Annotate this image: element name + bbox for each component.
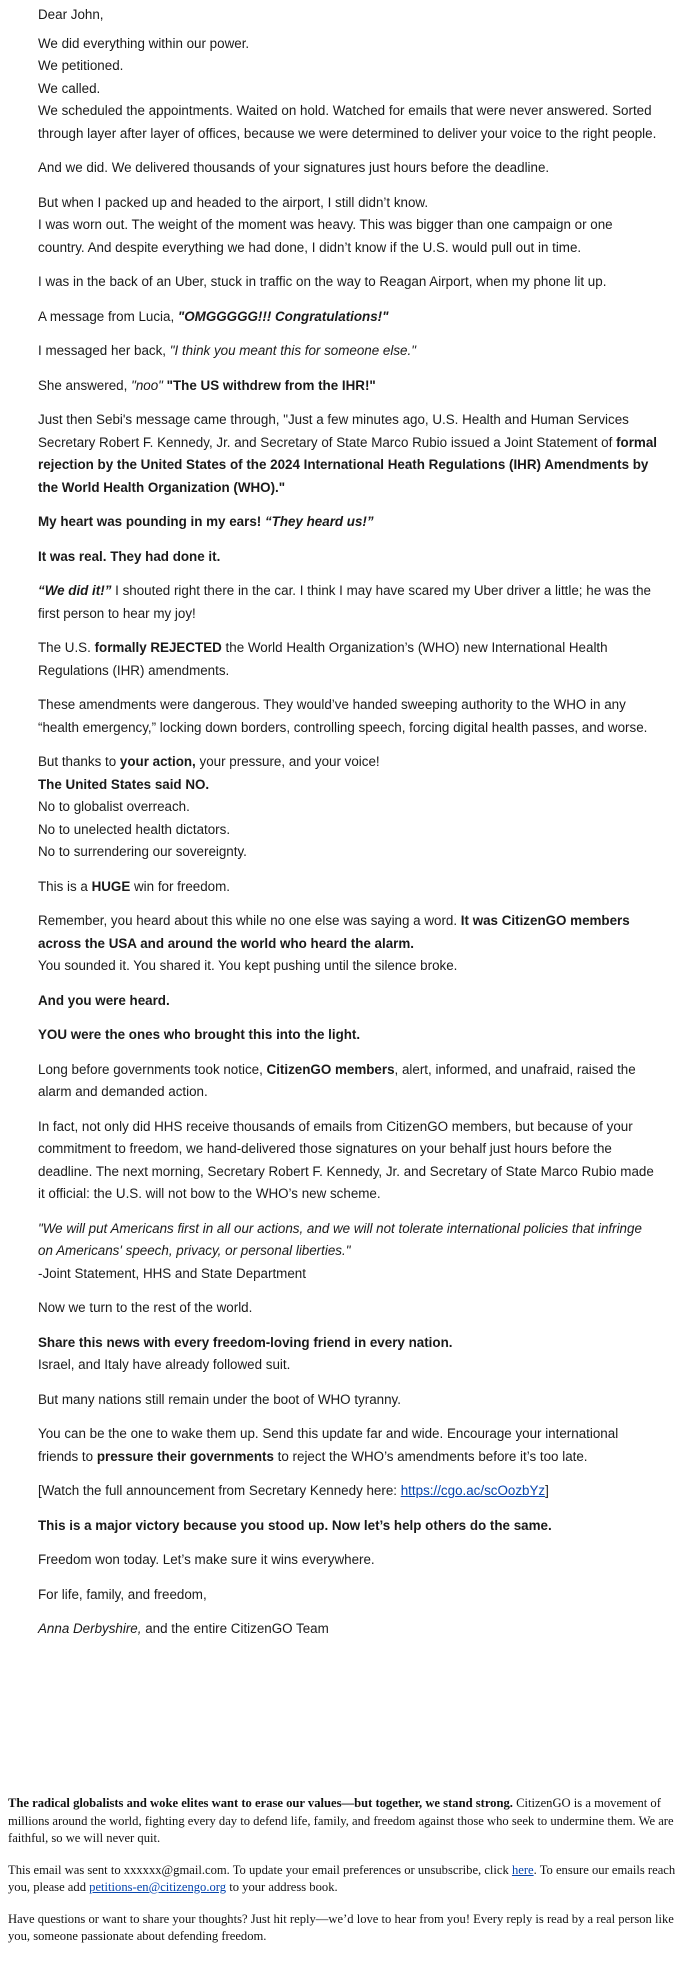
quote: "noo": [131, 377, 163, 393]
text: ]: [545, 1483, 549, 1498]
text: to reject the WHO’s amendments before it’s too late.: [273, 1448, 588, 1464]
text: She answered,: [38, 377, 132, 393]
bold-text: formal rejection by the United States of the 2024 International Heath Regulations (IHR) Amendments by the World Health Organization (WHO).": [38, 434, 658, 495]
paragraph: In fact, not only did HHS receive thousands of emails from CitizenGO members, but because of your commitment to freedom, we hand-delivered those signatures on your behalf just hours before the deadline. The next morning, Secretary Robert F. Kennedy, Jr. and Secretary of State Marco Rubio made it official: the U.S. will not bow to the WHO’s new scheme.: [38, 1118, 654, 1201]
text: This email was sent to xxxxxx@gmail.com. To update your email preferences or unsubscribe, click: [8, 1862, 512, 1877]
paragraph: [38, 511, 660, 534]
text: Long before governments took notice,: [38, 1061, 267, 1077]
text: This is a: [38, 878, 92, 894]
line: We called.: [38, 80, 101, 96]
announcement-link[interactable]: https://cgo.ac/scOozbYz: [400, 1483, 546, 1498]
text: CitizenGO is a movement of millions around the world, fighting every day to defend life, family, and freedom against those who seek to undermine them. We are faithful, so we will never quit.: [8, 1796, 674, 1845]
quote: "The US withdrew from the IHR!": [166, 377, 376, 393]
paragraph: Freedom won today. Let’s make sure it wins everywhere.: [38, 1552, 375, 1567]
text: . To ensure our emails reach you, please add: [8, 1862, 676, 1894]
text: win for freedom.: [130, 878, 231, 894]
paragraph: [38, 751, 660, 864]
footer-paragraph: [8, 1795, 692, 1848]
paragraph: [38, 1332, 660, 1377]
line: We did everything within our power.: [38, 35, 250, 51]
paragraph: Now we turn to the rest of the world.: [38, 1300, 253, 1315]
paragraph: [38, 637, 660, 682]
quote: "We will put Americans first in all our actions, and we will not tolerate international policies that infringe on Americans' speech, privacy, or personal liberties.": [38, 1220, 642, 1258]
paragraph: [38, 192, 660, 260]
text: I shouted right there in the car. I think I may have scared my Uber driver a little; he was the first person to hear my joy!: [38, 583, 652, 621]
bold-text: It was CitizenGO members across the USA and around the world who heard the alarm.: [38, 913, 630, 951]
email-message: [38, 0, 660, 1641]
bold-text: My heart was pounding in my ears!: [38, 514, 265, 529]
paragraph: [38, 409, 660, 499]
paragraph: [38, 33, 660, 146]
text: your pressure, and your voice!: [195, 754, 380, 769]
unsubscribe-link[interactable]: here: [511, 1862, 534, 1877]
text: , alert, informed, and unafraid, raised the alarm and demanded action.: [38, 1061, 636, 1099]
paragraph: [38, 1423, 660, 1468]
bold-text: your action,: [119, 754, 196, 769]
line: But when I packed up and headed to the airport, I still didn’t know.: [38, 194, 429, 210]
paragraph: It was real. They had done it.: [38, 548, 221, 564]
text: A message from Lucia,: [38, 308, 178, 324]
footer-paragraph: [8, 1862, 692, 1897]
paragraph: And we did. We delivered thousands of your signatures just hours before the deadline.: [38, 160, 550, 175]
attribution: -Joint Statement, HHS and State Department: [38, 1265, 306, 1281]
paragraph: [38, 1480, 660, 1503]
paragraph: These amendments were dangerous. They would’ve handed sweeping authority to the WHO in any “health emergency,” locking down borders, controlling speech, forcing digital health passes, and worse.: [38, 697, 648, 735]
paragraph: [38, 876, 660, 899]
paragraph: [38, 580, 660, 625]
paragraph: This is a major victory because you stood up. Now let’s help others do the same.: [38, 1517, 552, 1533]
paragraph: [38, 1059, 660, 1104]
text: The U.S.: [38, 640, 95, 655]
signature: [38, 1618, 660, 1641]
greeting: Dear John,: [38, 7, 104, 22]
footer-paragraph: Have questions or want to share your thoughts? Just hit reply—we’d love to hear from you! Every reply is read by a real person like you, someone passionate about defending freedom.: [8, 1911, 674, 1943]
text: Remember, you heard about this while no one else was saying a word.: [38, 913, 461, 928]
text: to your address book.: [226, 1880, 338, 1894]
paragraph: [38, 375, 660, 398]
line: No to unelected health dictators.: [38, 821, 231, 837]
signer-name: Anna Derbyshire,: [38, 1621, 142, 1636]
line: We petitioned.: [38, 58, 124, 73]
email-footer: [8, 1795, 692, 1946]
text: Just then Sebi's message came through, "Just a few minutes ago, U.S. Health and Human Services Secretary Robert F. Kennedy, Jr. and Secretary of State Marco Rubio issued a Joint Statement of: [38, 412, 629, 450]
bold-text: HUGE: [91, 878, 131, 894]
bold-text: pressure their governments: [96, 1448, 274, 1464]
paragraph: And you were heard.: [38, 992, 170, 1008]
line: I was worn out. The weight of the moment was heavy. This was bigger than one campaign or one country. And despite everything we had done, I didn’t know if the U.S. would pull out in time.: [38, 217, 613, 255]
paragraph: For life, family, and freedom,: [38, 1586, 207, 1602]
text: I messaged her back,: [38, 343, 170, 358]
quote: “They heard us!”: [264, 514, 374, 529]
line: You sounded it. You shared it. You kept pushing until the silence broke.: [38, 958, 458, 973]
line: No to globalist overreach.: [38, 799, 190, 814]
text: You can be the one to wake them up. Send this update far and wide. Encourage your international friends to: [38, 1426, 619, 1464]
text: and the entire CitizenGO Team: [141, 1621, 329, 1636]
paragraph: YOU were the ones who brought this into the light.: [38, 1027, 361, 1042]
email-address-link[interactable]: petitions-en@citizengo.org: [89, 1880, 227, 1894]
paragraph: [38, 1218, 660, 1286]
paragraph: I was in the back of an Uber, stuck in traffic on the way to Reagan Airport, when my phone lit up.: [38, 274, 607, 289]
line: No to surrendering our sovereignty.: [38, 844, 247, 859]
bold-text: The radical globalists and woke elites want to erase our values—but together, we stand strong.: [8, 1796, 513, 1810]
quote: "OMGGGGG!!! Congratulations!": [177, 308, 389, 324]
bold-text: Share this news with every freedom-loving friend in every nation.: [38, 1334, 453, 1350]
text: But thanks to: [38, 754, 120, 769]
bold-text: formally REJECTED: [94, 640, 222, 655]
paragraph: [38, 340, 660, 363]
text: the World Health Organization’s (WHO) new International Health Regulations (IHR) amendments.: [38, 640, 608, 678]
paragraph: [38, 306, 660, 329]
bold-text: CitizenGO members: [266, 1061, 395, 1077]
quote: “We did it!”: [38, 583, 112, 598]
paragraph: But many nations still remain under the boot of WHO tyranny.: [38, 1391, 401, 1407]
quote: "I think you meant this for someone else.": [169, 343, 416, 358]
text: [Watch the full announcement from Secretary Kennedy here:: [38, 1483, 401, 1498]
line: The United States said NO.: [38, 776, 210, 792]
paragraph: [38, 910, 660, 978]
line: Israel, and Italy have already followed suit.: [38, 1357, 291, 1372]
line: We scheduled the appointments. Waited on hold. Watched for emails that were never answered. Sorted through layer after layer of offices, because we were determined to deliver your voice to the right people.: [38, 103, 657, 141]
